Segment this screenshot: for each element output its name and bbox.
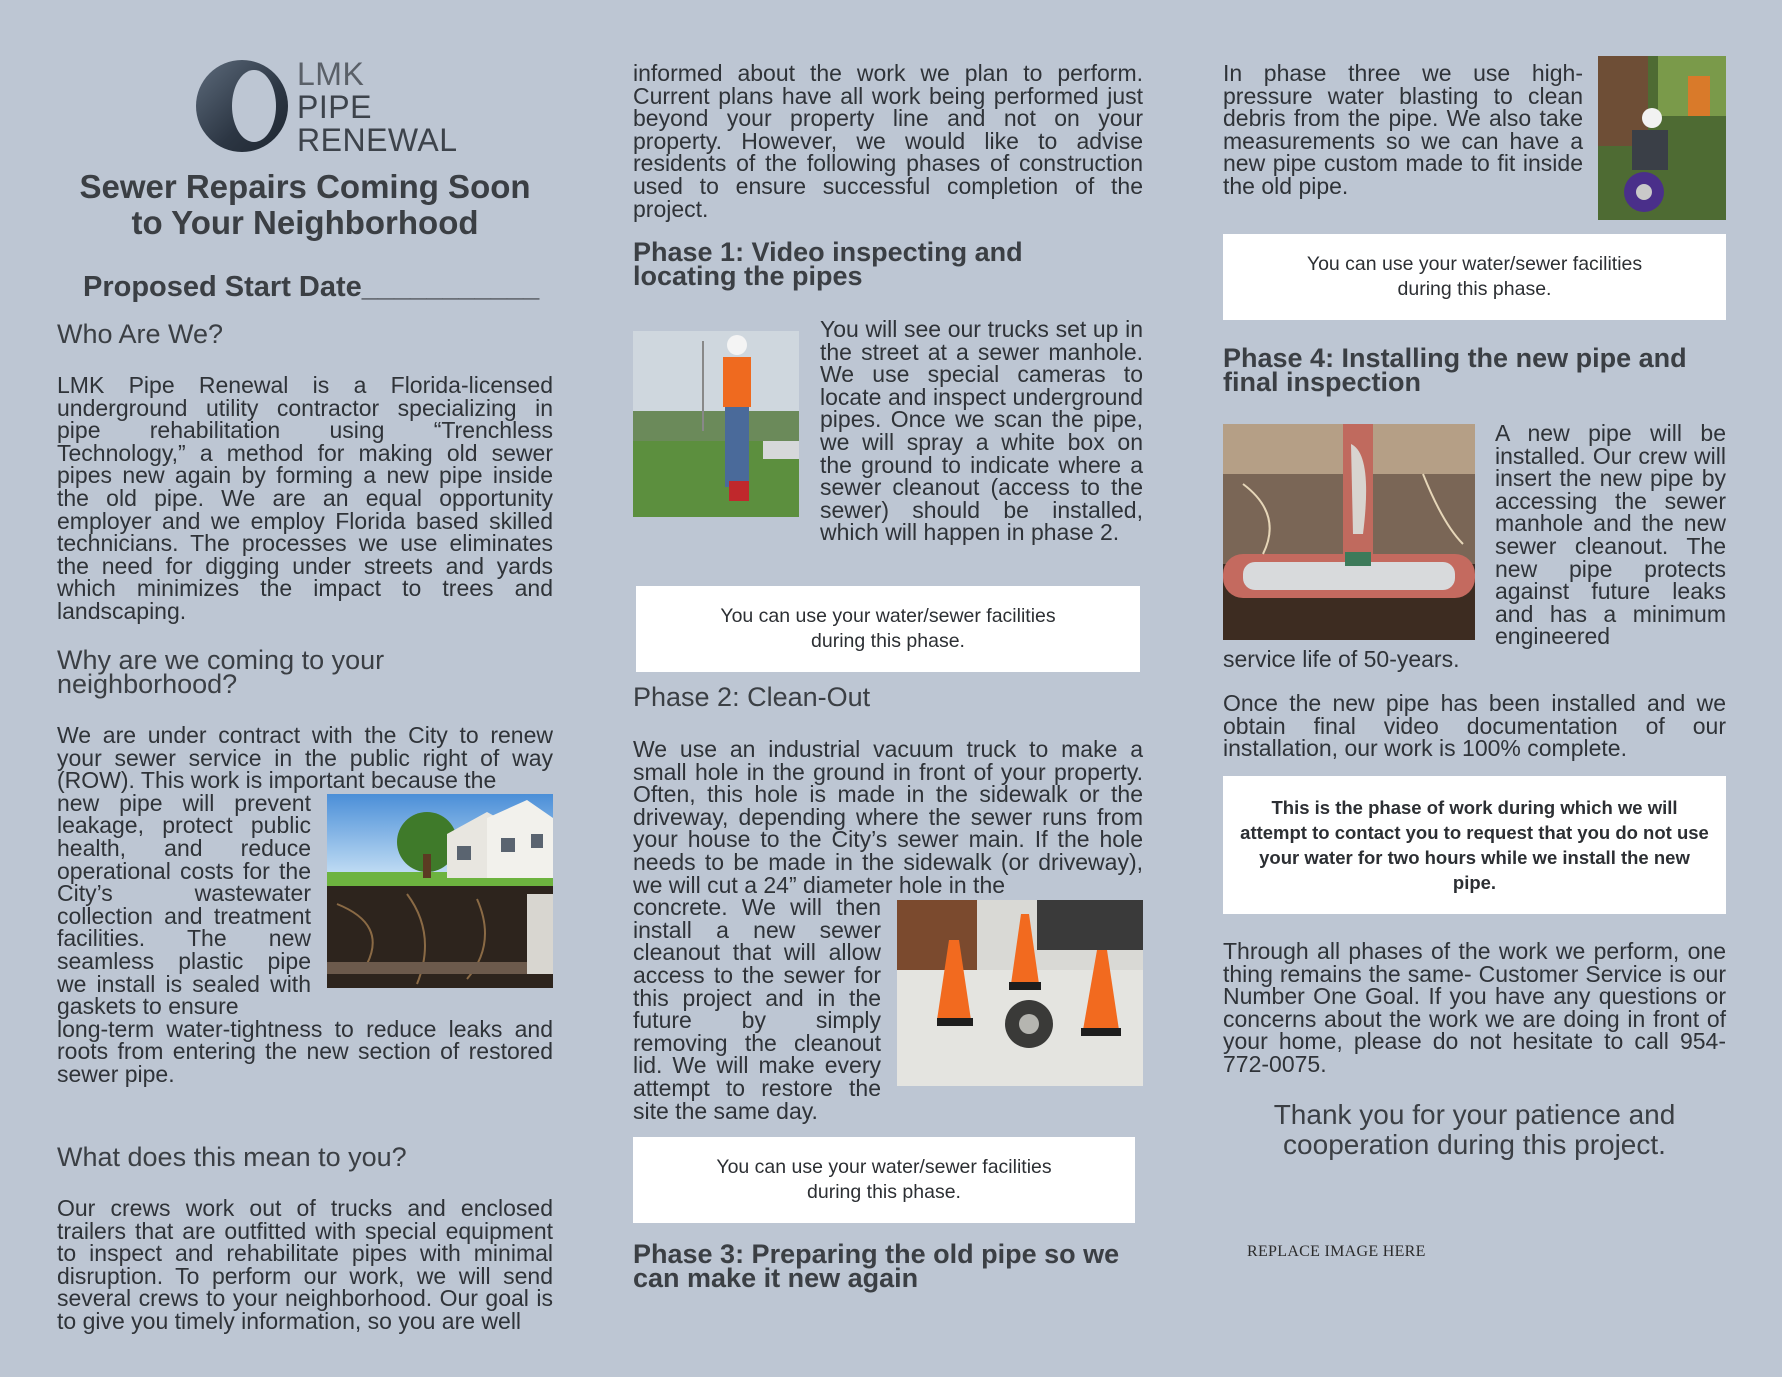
headline [57, 169, 553, 241]
phase3-note [1223, 234, 1726, 320]
phase3-note-line-1: You can use your water/sewer facilities [1306, 253, 1643, 275]
headline-line-1: Sewer Repairs Coming Soon [79, 168, 531, 205]
why-heading-line-1: Why are we coming to your [57, 645, 385, 675]
logo-wordmark [297, 58, 458, 157]
thanks-line-2: cooperation during this project. [1283, 1129, 1666, 1160]
why-text-wrap: new pipe will prevent leakage, protect public health, and reduce operational costs for the City’s wastewater collection and treatment facilities. The new seamless plastic pipe we install is sealed with gaskets to ensure [57, 789, 311, 1020]
thanks-message [1223, 1100, 1726, 1160]
phase1-text: You will see our trucks set up in the street at a sewer manhole. We use special cameras to locate and inspect underground pipes. Once we scan the pipe, we will spray a white box on the ground to indicate where a sewer cleanout (access to the sewer) should be installed, which will happen in phase 2. [820, 316, 1143, 546]
headline-line-2: to Your Neighborhood [131, 204, 479, 241]
phase1-heading [633, 237, 1023, 291]
start-date-blank: ___________ [361, 271, 540, 303]
phase4-note-text: This is the phase of work during which we will attempt to contact you to request that you do not use your water for two hours while we install the new pipe. [1240, 797, 1709, 893]
logo-line-lmk: LMK [297, 56, 365, 92]
thanks-line-1: Thank you for your patience and [1273, 1099, 1676, 1130]
phase4-heading-line-2: final inspection [1223, 367, 1422, 397]
phase4-note [1223, 776, 1726, 914]
phase2-note [633, 1137, 1135, 1223]
phase3-heading-line-1: Phase 3: Preparing the old pipe so we [633, 1239, 1120, 1269]
mean-text: Our crews work out of trucks and enclosed trailers that are outfitted with special equipment to inspect and rehabilitate pipes with minimal disruption. To perform our work, we will send several crews to your neighborhood. Our goal is to give you timely information, so you are well [57, 1195, 553, 1334]
why-text-top: We are under contract with the City to renew your sewer service in the public right of way (ROW). This work is important because the [57, 722, 553, 794]
phase4-heading [1223, 343, 1687, 397]
phase4-text-block [1223, 422, 1726, 671]
phase2-note-line-1: You can use your water/sewer facilities [716, 1156, 1052, 1178]
phase2-text-wrap: concrete. We will then install a new sewer cleanout that will allow access to the sewer for this project and in the future by simply removing the cleanout lid. We will make every attempt to restore the site the same day. [633, 894, 881, 1124]
water-blasting-photo [1598, 56, 1726, 220]
phase3-note-line-2: during this phase. [1397, 278, 1552, 300]
phase3-heading-line-2: can make it new again [633, 1263, 919, 1293]
why-heading-line-2: neighborhood? [57, 669, 238, 699]
phase1-heading-line-2: locating the pipes [633, 261, 863, 291]
who-heading: Who Are We? [57, 319, 224, 349]
phase4-heading-line-1: Phase 4: Installing the new pipe and [1223, 343, 1687, 373]
lmk-logo [190, 56, 458, 158]
lmk-logo-ring-icon [190, 56, 294, 156]
logo-line-pipe: PIPE [297, 89, 372, 125]
logo-line-renewal: RENEWAL [297, 122, 458, 158]
why-text-bottom: long-term water-tightness to reduce leaks and roots from entering the new section of restored sewer pipe. [57, 1015, 553, 1087]
phase2-text-top: We use an industrial vacuum truck to make a small hole in the ground in front of your property. Often, this hole is made in the sidewalk or the driveway, depending where the sewer runs from your house to the City’s sewer main. If the hole needs to be made in the sidewalk (or driveway), we will cut a 24” diameter hole in the [633, 736, 1143, 898]
phase4-text-wrap: A new pipe will be installed. Our crew will insert the new pipe by accessing the sewer manhole and the new sewer cleanout. The new pipe protects against future leaks and has a minimum engineered [1495, 420, 1726, 650]
why-text-block [57, 724, 553, 1086]
intro-text: informed about the work we plan to perform. Current plans have all work being performed just beyond your property line and not on your property. However, we would like to advise residents of the following phases of construction used to ensure successful completion of the project. [633, 60, 1143, 222]
phase1-note-line-2: during this phase. [811, 630, 965, 652]
service-text: Through all phases of the work we perform, one thing remains the same- Customer Service is our Number One Goal. If you have any questions or concerns about the work we are doing in front of your home, please do not hesitate to call 954-772-0075. [1223, 938, 1726, 1077]
cleanout-cones-photo [897, 900, 1143, 1086]
final-text: Once the new pipe has been installed and we obtain final video documentation of our installation, our work is 100% complete. [1223, 690, 1726, 762]
phase1-heading-line-1: Phase 1: Video inspecting and [633, 237, 1023, 267]
phase1-note-line-1: You can use your water/sewer facilities [720, 605, 1056, 627]
phase1-note [636, 586, 1140, 672]
phase2-heading: Phase 2: Clean-Out [633, 682, 871, 712]
phase3-heading [633, 1239, 1120, 1293]
house-cutaway-photo [327, 794, 553, 988]
why-heading [57, 645, 385, 699]
start-date-label: Proposed Start Date [83, 271, 362, 303]
pipe-cutaway-photo [1223, 424, 1475, 640]
phase4-text-bottom: service life of 50-years. [1223, 645, 1460, 672]
phase3-text: In phase three we use high-pressure water blasting to clean debris from the pipe. We also take measurements so we can have a new pipe custom made to fit inside the old pipe. [1223, 60, 1583, 199]
who-text: LMK Pipe Renewal is a Florida-licensed underground utility contractor specializing in pipe rehabilitation using “Trenchless Technology,” a method for making old sewer pipes new again by forming a new pipe inside the old pipe. We are an equal opportunity employer and we employ Florida based skilled technicians. The processes we use eliminates the need for digging under streets and yards which minimizes the impact to trees and landscaping. [57, 372, 553, 624]
mean-heading: What does this mean to you? [57, 1142, 407, 1172]
start-date-line [83, 271, 539, 304]
phase2-text-block [633, 738, 1143, 1122]
inspector-photo [633, 331, 799, 517]
replace-image-placeholder: REPLACE IMAGE HERE [1247, 1243, 1426, 1260]
phase2-note-line-2: during this phase. [807, 1181, 961, 1203]
